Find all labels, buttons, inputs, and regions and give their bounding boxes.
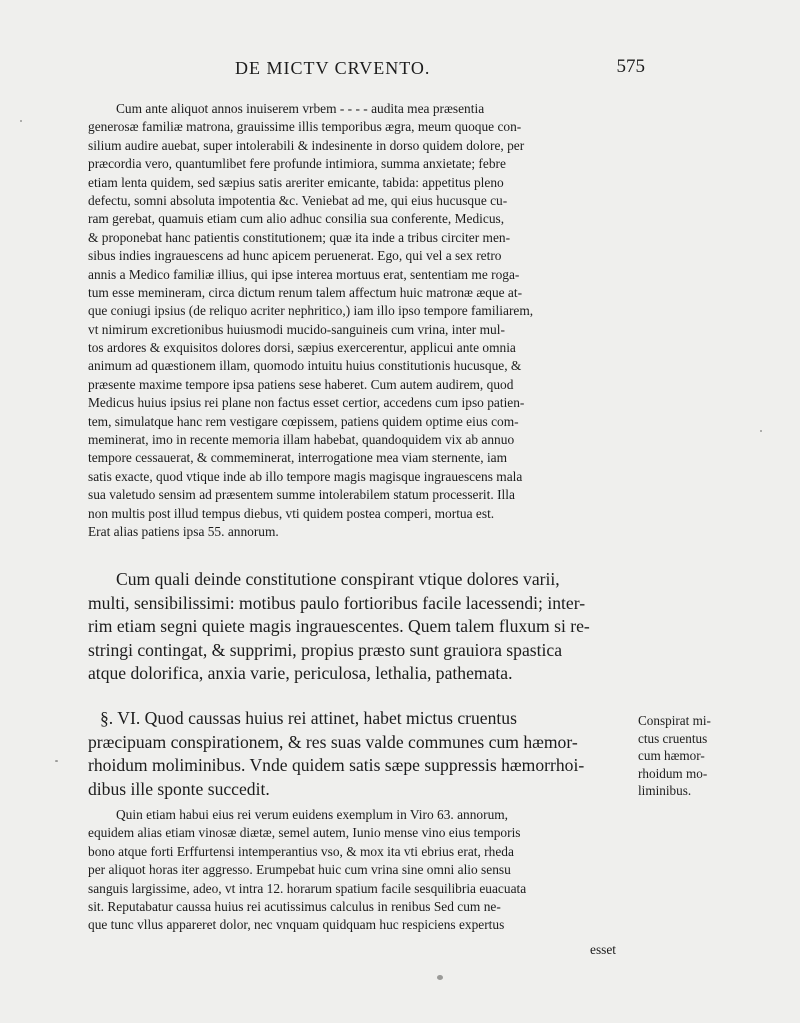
text-line: & proponebat hanc patientis constitutionem; quæ ita inde a tribus circiter men- bbox=[88, 229, 511, 245]
text-line: que coniugi ipsius (de reliquo acriter nephritico,) iam illo ipso tempore familiarem, bbox=[88, 303, 534, 319]
text-line: annis a Medico familiæ illius, qui ipse interea mortuus erat, sententiam me roga- bbox=[88, 266, 520, 282]
text-line: sua valetudo sensim ad præsentem summe intolerabilem statum processerit. Illa bbox=[88, 487, 515, 503]
text-line: silium audire auebat, super intolerabili & indesinente in dorso quidem dolore, per bbox=[88, 137, 525, 153]
text-line: ram gerebat, quamuis etiam cum alio adhuc consilia sua conferente, Medicus, bbox=[88, 211, 505, 227]
running-title: DE MICTV CRVENTO. bbox=[235, 58, 431, 78]
paragraph-case-report bbox=[88, 100, 633, 541]
text-line: sanguis largissime, adeo, vt intra 12. horarum spatium facile sesquilibria euacuata bbox=[88, 880, 527, 896]
page-header bbox=[225, 58, 645, 82]
text-line: stringi contingat, & supprimi, propius præsto sunt grauiora spastica bbox=[88, 639, 563, 660]
text-line: que tunc vllus appareret dolor, nec vnquam quidquam huc respiciens expertus bbox=[88, 917, 505, 933]
text-line: multi, sensibilissimi: motibus paulo fortioribus facile lacessendi; inter- bbox=[88, 592, 586, 613]
margin-note-line: Conspirat mi- bbox=[638, 713, 711, 728]
text-line: defectu, somni absoluta impotentia &c. Veniebat ad me, qui eius hucusque cu- bbox=[88, 192, 508, 208]
paper-speck bbox=[20, 120, 22, 122]
text-line: animum ad quæstionem illam, quomodo intuitu huius constitutionis hucusque, & bbox=[88, 358, 522, 374]
margin-note-line: liminibus. bbox=[638, 783, 692, 798]
text-line: vt nimirum excretionibus huiusmodi mucido-sanguineis cum vrina, inter mul- bbox=[88, 321, 505, 337]
text-line: rhoidum moliminibus. Vnde quidem satis sæpe suppressis hæmorrhoi- bbox=[88, 755, 585, 776]
text-line: præcipuam conspirationem, & res suas valde communes cum hæmor- bbox=[88, 731, 578, 752]
text-line: rim etiam segni quiete magis ingrauescentes. Quem talem fluxum si re- bbox=[88, 616, 590, 637]
text-line: Cum ante aliquot annos inuiserem vrbem - - - - audita mea præsentia bbox=[116, 101, 485, 116]
text-line: bono atque forti Erffurtensi intemperantius vso, & mox ita vti ebrius erat, rheda bbox=[88, 843, 514, 859]
text-line: Quin etiam habui eius rei verum euidens exemplum in Viro 63. annorum, bbox=[116, 807, 509, 822]
text-line: meminerat, imo in recente memoria illam habebat, quandoquidem vix ab annuo bbox=[88, 432, 515, 448]
text-line: sit. Reputabatur caussa huius rei acutissimus calculus in renibus Sed cum ne- bbox=[88, 898, 501, 914]
paper-speck bbox=[437, 975, 443, 980]
section-vi bbox=[88, 707, 633, 801]
paper-speck bbox=[760, 430, 762, 432]
text-line: satis exacte, quod vtique inde ab illo tempore magis magisque ingrauescens mala bbox=[88, 468, 523, 484]
text-line: sibus indies ingrauescens ad hunc apicem peruenerat. Ego, qui vel a sex retro bbox=[88, 248, 502, 264]
page-number: 575 bbox=[616, 56, 645, 77]
paragraph-symptoms bbox=[88, 568, 633, 686]
margin-note-line: rhoidum mo- bbox=[638, 765, 708, 781]
text-line: præcordia vero, quantumlibet fere profunde intimiora, summa anxietate; febre bbox=[88, 156, 506, 172]
paragraph-example bbox=[88, 806, 633, 935]
text-line: non multis post illud tempus diebus, vti quidem postea comperi, mortua est. bbox=[88, 505, 495, 521]
text-line: tem, simulatque hanc rem vestigare cœpissem, patiens quidem optime eius com- bbox=[88, 413, 519, 429]
text-line: etiam lenta quidem, sed sæpius satis areriter emicante, tabida: appetitus pleno bbox=[88, 174, 504, 190]
text-line: Medicus huius ipsius rei plane non factus esset certior, accedens cum ipso patien- bbox=[88, 395, 525, 411]
text-line: præsente maxime tempore ipsa patiens sese haberet. Cum autem audirem, quod bbox=[88, 376, 514, 392]
text-line: generosæ familiæ matrona, grauissime illis temporibus ægra, meum quoque con- bbox=[88, 119, 522, 135]
text-line: tum esse memineram, circa dictum renum talem affectum huic matronæ æque at- bbox=[88, 284, 523, 300]
text-line: Cum quali deinde constitutione conspirant vtique dolores varii, bbox=[116, 569, 560, 589]
margin-note-line: cum hæmor- bbox=[638, 748, 705, 763]
paper-speck bbox=[55, 760, 58, 762]
text-line: Erat alias patiens ipsa 55. annorum. bbox=[88, 523, 279, 539]
text-line: per aliquot horas iter aggresso. Erumpebat huic cum vrina sine omni alio sensu bbox=[88, 862, 511, 878]
text-line: tos ardores & exquisitos dolores dorsi, sæpius exercerentur, applicui ante omnia bbox=[88, 340, 516, 356]
text-line: tempore cessauerat, & commeminerat, interrogatione mea viam sternente, iam bbox=[88, 450, 508, 466]
text-line: atque dolorifica, anxia varie, periculosa, lethalia, pathemata. bbox=[88, 663, 513, 684]
text-line: equidem alias etiam vinosæ diætæ, semel autem, Iunio mense vino eius temporis bbox=[88, 825, 521, 841]
marginal-note bbox=[638, 712, 778, 800]
margin-note-line: ctus cruentus bbox=[638, 730, 708, 746]
catchword: esset bbox=[590, 942, 617, 957]
section-heading-line: §. VI. Quod caussas huius rei attinet, habet mictus cruentus bbox=[100, 708, 517, 728]
text-line: dibus ille sponte succedit. bbox=[88, 778, 270, 799]
